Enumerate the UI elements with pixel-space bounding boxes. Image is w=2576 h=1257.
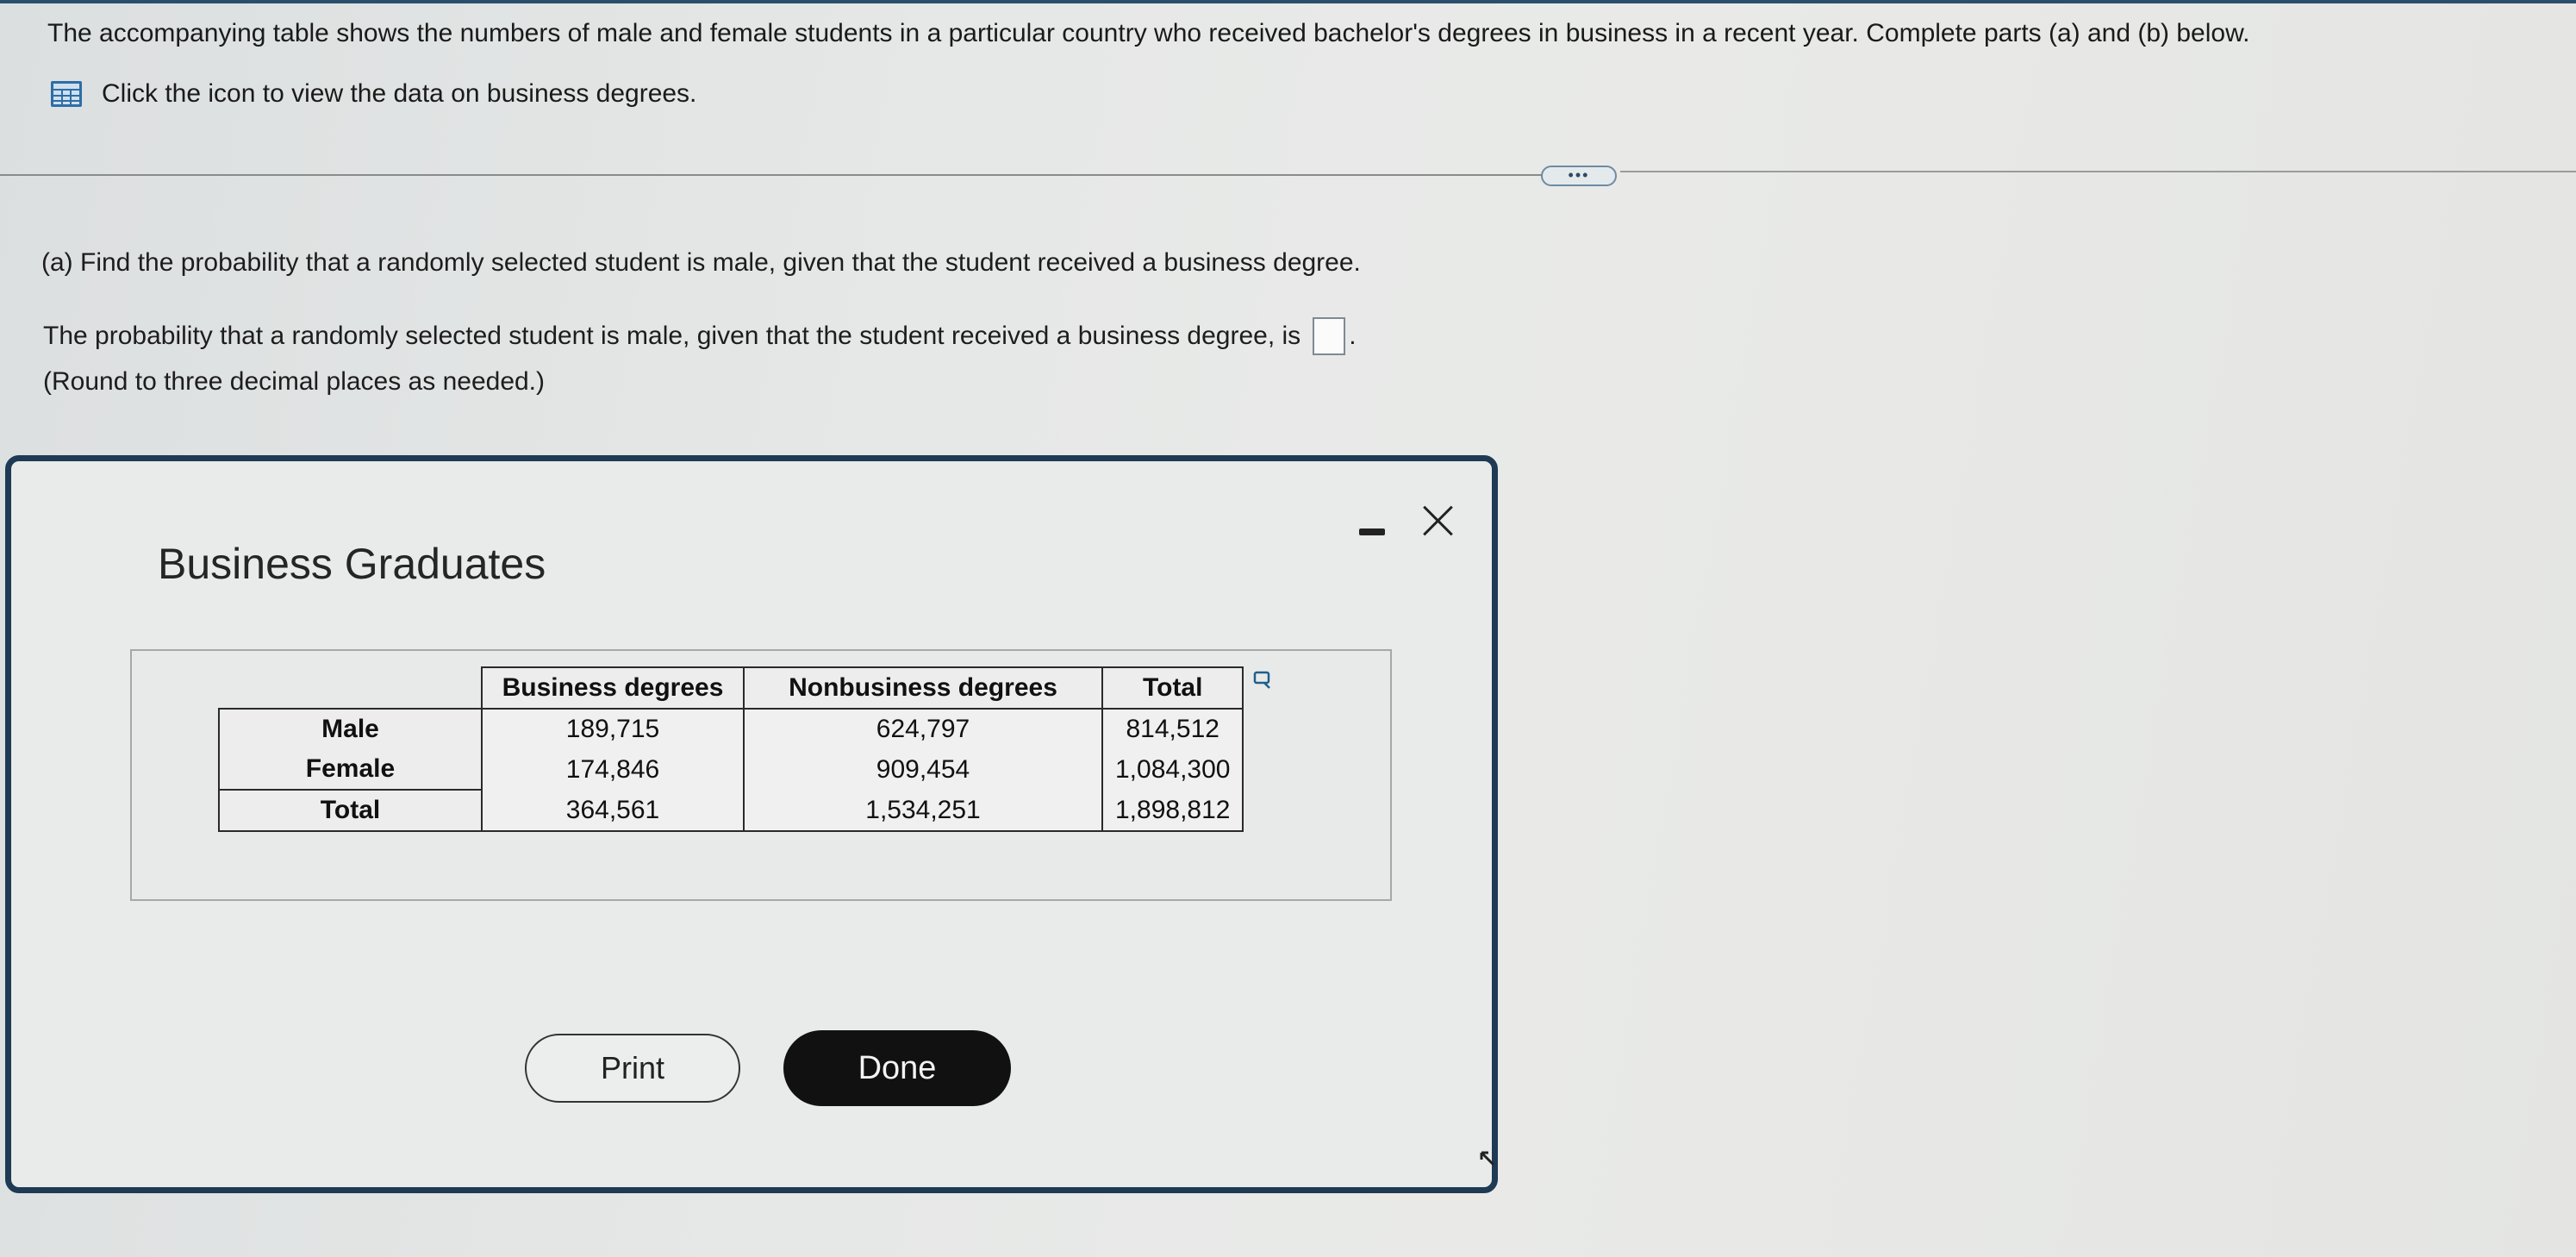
- table-corner: [219, 667, 482, 709]
- table-cell: 624,797: [744, 709, 1102, 749]
- data-link[interactable]: [50, 79, 696, 109]
- table-cell: 1,534,251: [744, 790, 1102, 831]
- column-header: Total: [1102, 667, 1243, 709]
- answer-suffix: .: [1349, 322, 1357, 350]
- business-graduates-dialog: [5, 455, 1498, 1193]
- business-degrees-table: [218, 666, 1244, 832]
- table-row: [219, 749, 1243, 790]
- table-row: [219, 709, 1243, 749]
- top-accent-strip: [0, 0, 2576, 3]
- row-header: Female: [219, 749, 482, 790]
- column-header: Nonbusiness degrees: [744, 667, 1102, 709]
- question-intro: The accompanying table shows the numbers of male and female students in a particular country who received bachelor's degrees in business in a recent year. Complete parts (a) and (b) below.: [47, 19, 2250, 47]
- expand-icon[interactable]: •••: [1541, 166, 1617, 186]
- table-cell: 814,512: [1102, 709, 1243, 749]
- table-cell: 189,715: [482, 709, 744, 749]
- table-cell: 1,898,812: [1102, 790, 1243, 831]
- answer-line: [43, 317, 1357, 355]
- table-icon[interactable]: [50, 80, 83, 108]
- table-frame: [130, 649, 1392, 901]
- table-cell: 1,084,300: [1102, 749, 1243, 790]
- close-icon[interactable]: [1416, 499, 1459, 542]
- table-cell: 364,561: [482, 790, 744, 831]
- table-cell: 174,846: [482, 749, 744, 790]
- section-divider-right: [1620, 171, 2576, 172]
- print-button[interactable]: Print: [525, 1034, 740, 1103]
- table-row: [219, 790, 1243, 831]
- answer-prefix: The probability that a randomly selected student is male, given that the student received a business degree, is: [43, 322, 1301, 350]
- minimize-icon[interactable]: [1356, 515, 1390, 541]
- rounding-instruction: (Round to three decimal places as needed.): [43, 367, 546, 396]
- answer-input[interactable]: [1313, 317, 1345, 355]
- row-header: Male: [219, 709, 482, 749]
- resize-icon[interactable]: [1478, 1149, 1499, 1170]
- row-header: Total: [219, 790, 482, 831]
- done-button[interactable]: Done: [783, 1030, 1011, 1106]
- table-cell: 909,454: [744, 749, 1102, 790]
- part-a-prompt: (a) Find the probability that a randomly selected student is male, given that the student received a business degree.: [41, 248, 1361, 277]
- table-header-row: [219, 667, 1243, 709]
- data-link-label[interactable]: Click the icon to view the data on business degrees.: [102, 79, 697, 108]
- section-divider: [0, 174, 1543, 176]
- dialog-title: Business Graduates: [158, 540, 546, 588]
- column-header: Business degrees: [482, 667, 744, 709]
- copy-icon[interactable]: [1252, 670, 1275, 691]
